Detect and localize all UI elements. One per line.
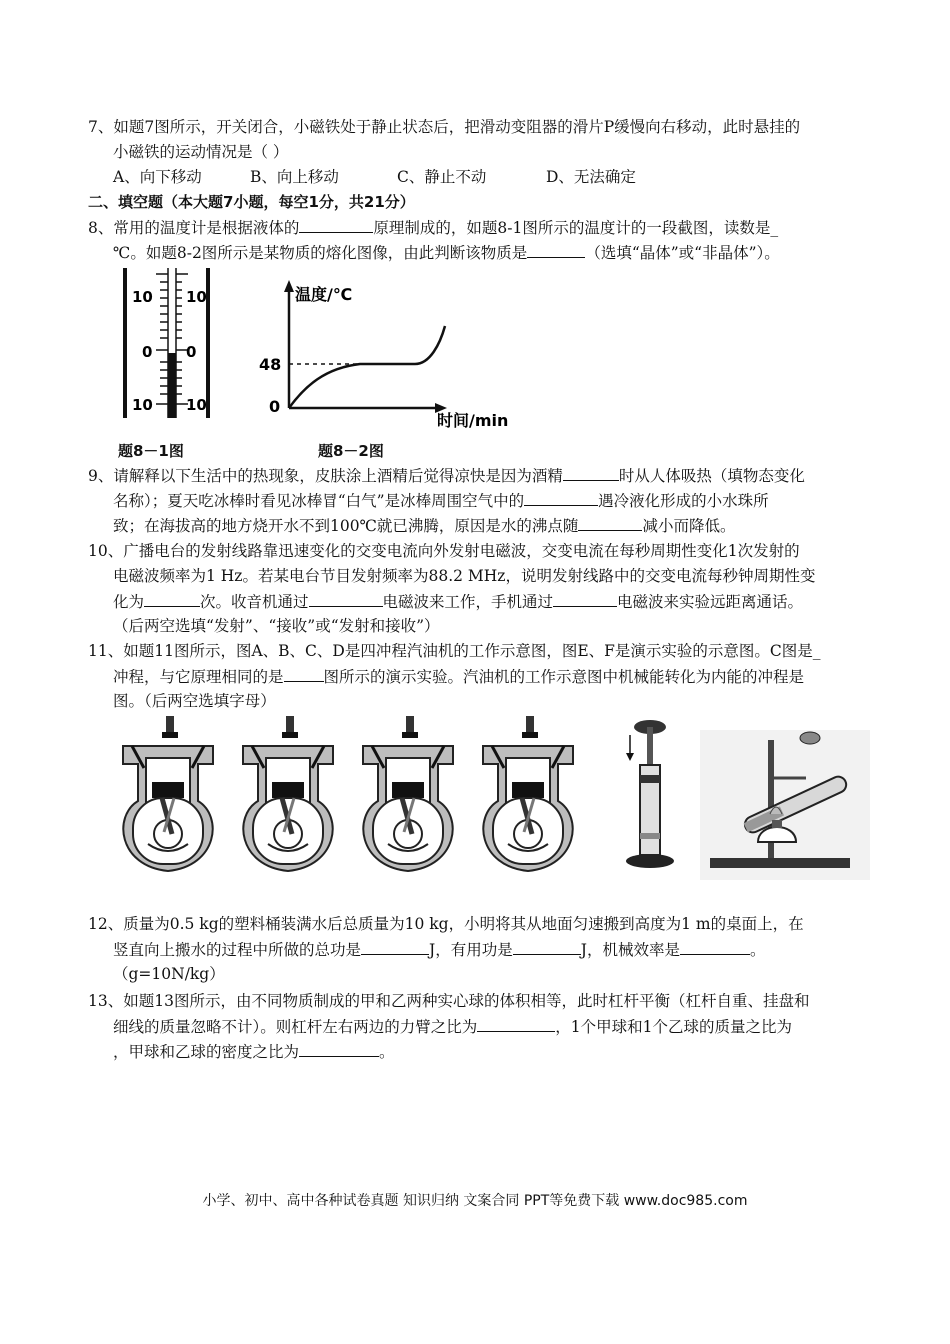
q7-option-b: B、向上移动 — [250, 168, 339, 186]
q12-line2 — [113, 938, 765, 961]
q9-blank-3 — [578, 514, 642, 531]
q12-text-2c: J，机械效率是 — [580, 941, 680, 959]
q13-line3 — [113, 1040, 395, 1063]
q12-text-2b: J，有用功是 — [429, 941, 513, 959]
q10-blank-1 — [144, 590, 200, 607]
fig8-2-caption: 题8－2图 — [318, 442, 384, 460]
q8-blank-1 — [299, 216, 373, 233]
q11-line2 — [113, 665, 804, 688]
fig8-1-caption: 题8－1图 — [118, 442, 184, 460]
tick-left-bottom: 10 — [132, 396, 153, 414]
q10-text-3a: 化为 — [113, 593, 145, 611]
engine-b — [243, 716, 333, 871]
q11-text-2b: 图所示的演示实验。汽油机的工作示意图中机械能转化为内能的冲程是 — [323, 668, 805, 686]
q7-option-a: A、向下移动 — [113, 168, 202, 186]
q11-text-2a: 冲程，与它原理相同的是 — [113, 668, 284, 686]
tick-left-mid: 0 — [142, 343, 153, 361]
q13-blank-1 — [477, 1015, 555, 1032]
q9-blank-2 — [524, 489, 598, 506]
q10-line4: （后两空选填“发射”、“接收”或“发射和接收”） — [113, 617, 440, 635]
q11-line1: 11、如题11图所示，图A、B、C、D是四冲程汽油机的工作示意图，图E、F是演示实验的示意图。C图是_ — [88, 642, 821, 660]
q12-line1: 12、质量为0.5 kg的塑料桶装满水后总质量为10 kg，小明将其从地面匀速搬到高度为1 m的桌面上，在 — [88, 915, 804, 933]
engine-c — [363, 716, 453, 871]
q7-option-d: D、无法确定 — [546, 168, 636, 186]
q12-text-2a: 竖直向上搬水的过程中所做的总功是 — [113, 941, 362, 959]
q13-text-3a: ，甲球和乙球的密度之比为 — [113, 1043, 300, 1061]
tick-right-bottom: 10 — [186, 396, 207, 414]
section-heading: 二、填空题（本大题7小题，每空1分，共21分） — [88, 193, 415, 211]
q10-text-3d: 电磁波来实验远距离通话。 — [617, 593, 804, 611]
q13-line1: 13、如题13图所示，由不同物质制成的甲和乙两种实心球的体积相等，此时杠杆平衡（杠杆自重、挂盘和 — [88, 992, 810, 1010]
q8-blank-2 — [527, 241, 585, 258]
q12-line3: （g=10N/kg） — [113, 965, 225, 983]
q13-text-2a: 细线的质量忽略不计）。则杠杆左右两边的力臂之比为 — [113, 1018, 478, 1036]
q9-blank-1 — [563, 464, 619, 481]
q7-line1: 7、如题7图所示，开关闭合，小磁铁处于静止状态后，把滑动变阻器的滑片P缓慢向右移动，此时悬挂的 — [88, 118, 801, 136]
q13-text-2b: ，1个甲球和1个乙球的质量之比为 — [555, 1018, 792, 1036]
tick-right-top: 10 — [186, 288, 207, 306]
q8-line2 — [113, 241, 780, 264]
q9-text-2b: 遇冷液化形成的小水珠所 — [598, 492, 769, 510]
q9-text-3b: 减小而降低。 — [642, 517, 736, 535]
q10-blank-2 — [309, 590, 383, 607]
q8-text-1a: 8、常用的温度计是根据液体的 — [88, 219, 300, 237]
q9-line3 — [113, 514, 735, 537]
q11-blank-1 — [284, 665, 324, 682]
graph-y-48: 48 — [259, 355, 282, 374]
q7-option-c: C、静止不动 — [397, 168, 487, 186]
q8-text-1b: 原理制成的，如题8-1图所示的温度计的一段截图，读数是_ — [373, 219, 779, 237]
q9-line2 — [113, 489, 769, 512]
q10-line1: 10、广播电台的发射线路靠迅速变化的交变电流向外发射电磁波，交变电流在每秒周期性变化1次发射的 — [88, 542, 800, 560]
q12-blank-1 — [361, 938, 429, 955]
q8-text-2a: ℃。如题8-2图所示是某物质的熔化图像，由此判断该物质是 — [113, 244, 528, 262]
q12-text-2d: 。 — [749, 941, 766, 959]
q13-text-3b: 。 — [379, 1043, 395, 1061]
graph-y-0: 0 — [269, 397, 281, 416]
q12-blank-3 — [680, 938, 750, 955]
q13-blank-2 — [299, 1040, 379, 1057]
engine-a — [123, 716, 213, 871]
melting-graph-figure — [255, 278, 545, 428]
q8-line1 — [88, 216, 778, 239]
q8-text-2b: （选填“晶体”或“非晶体”）。 — [585, 244, 780, 262]
q9-text-1b: 时从人体吸热（填物态变化 — [618, 467, 805, 485]
air-compression-figure — [618, 715, 678, 875]
q12-blank-2 — [513, 938, 581, 955]
tick-left-top: 10 — [132, 288, 153, 306]
q13-line2 — [113, 1015, 792, 1038]
q10-text-3c: 电磁波来工作，手机通过 — [382, 593, 554, 611]
graph-x-label: 时间/min — [437, 411, 509, 428]
q9-text-2a: 名称）；夏天吃冰棒时看见冰棒冒“白气”是冰棒周围空气中的 — [113, 492, 525, 510]
q10-line2: 电磁波频率为1 Hz。若某电台节目发射频率为88.2 MHz，说明发射线路中的交变电流每秒钟周期性变 — [113, 567, 816, 585]
tick-right-mid: 0 — [186, 343, 197, 361]
engine-d — [483, 716, 573, 871]
graph-y-label: 温度/℃ — [295, 285, 353, 304]
q10-line3 — [113, 590, 803, 613]
engine-figures — [118, 712, 598, 880]
thermometer-figure — [120, 268, 220, 428]
q10-text-3b: 次。收音机通过 — [200, 593, 309, 611]
q9-text-3a: 致；在海拔高的地方烧开水不到100℃就已沸腾，原因是水的沸点随 — [113, 517, 579, 535]
test-tube-heating-figure — [700, 730, 870, 880]
q7-line2: 小磁铁的运动情况是（ ） — [113, 143, 289, 161]
q10-blank-3 — [553, 590, 617, 607]
page-footer: 小学、初中、高中各种试卷真题 知识归纳 文案合同 PPT等免费下载 www.doc985.com — [202, 1193, 748, 1209]
q9-line1 — [88, 464, 805, 487]
q11-line3: 图。（后两空选填字母） — [113, 692, 276, 710]
q9-text-1a: 9、请解释以下生活中的热现象，皮肤涂上酒精后觉得凉快是因为酒精 — [88, 467, 563, 485]
